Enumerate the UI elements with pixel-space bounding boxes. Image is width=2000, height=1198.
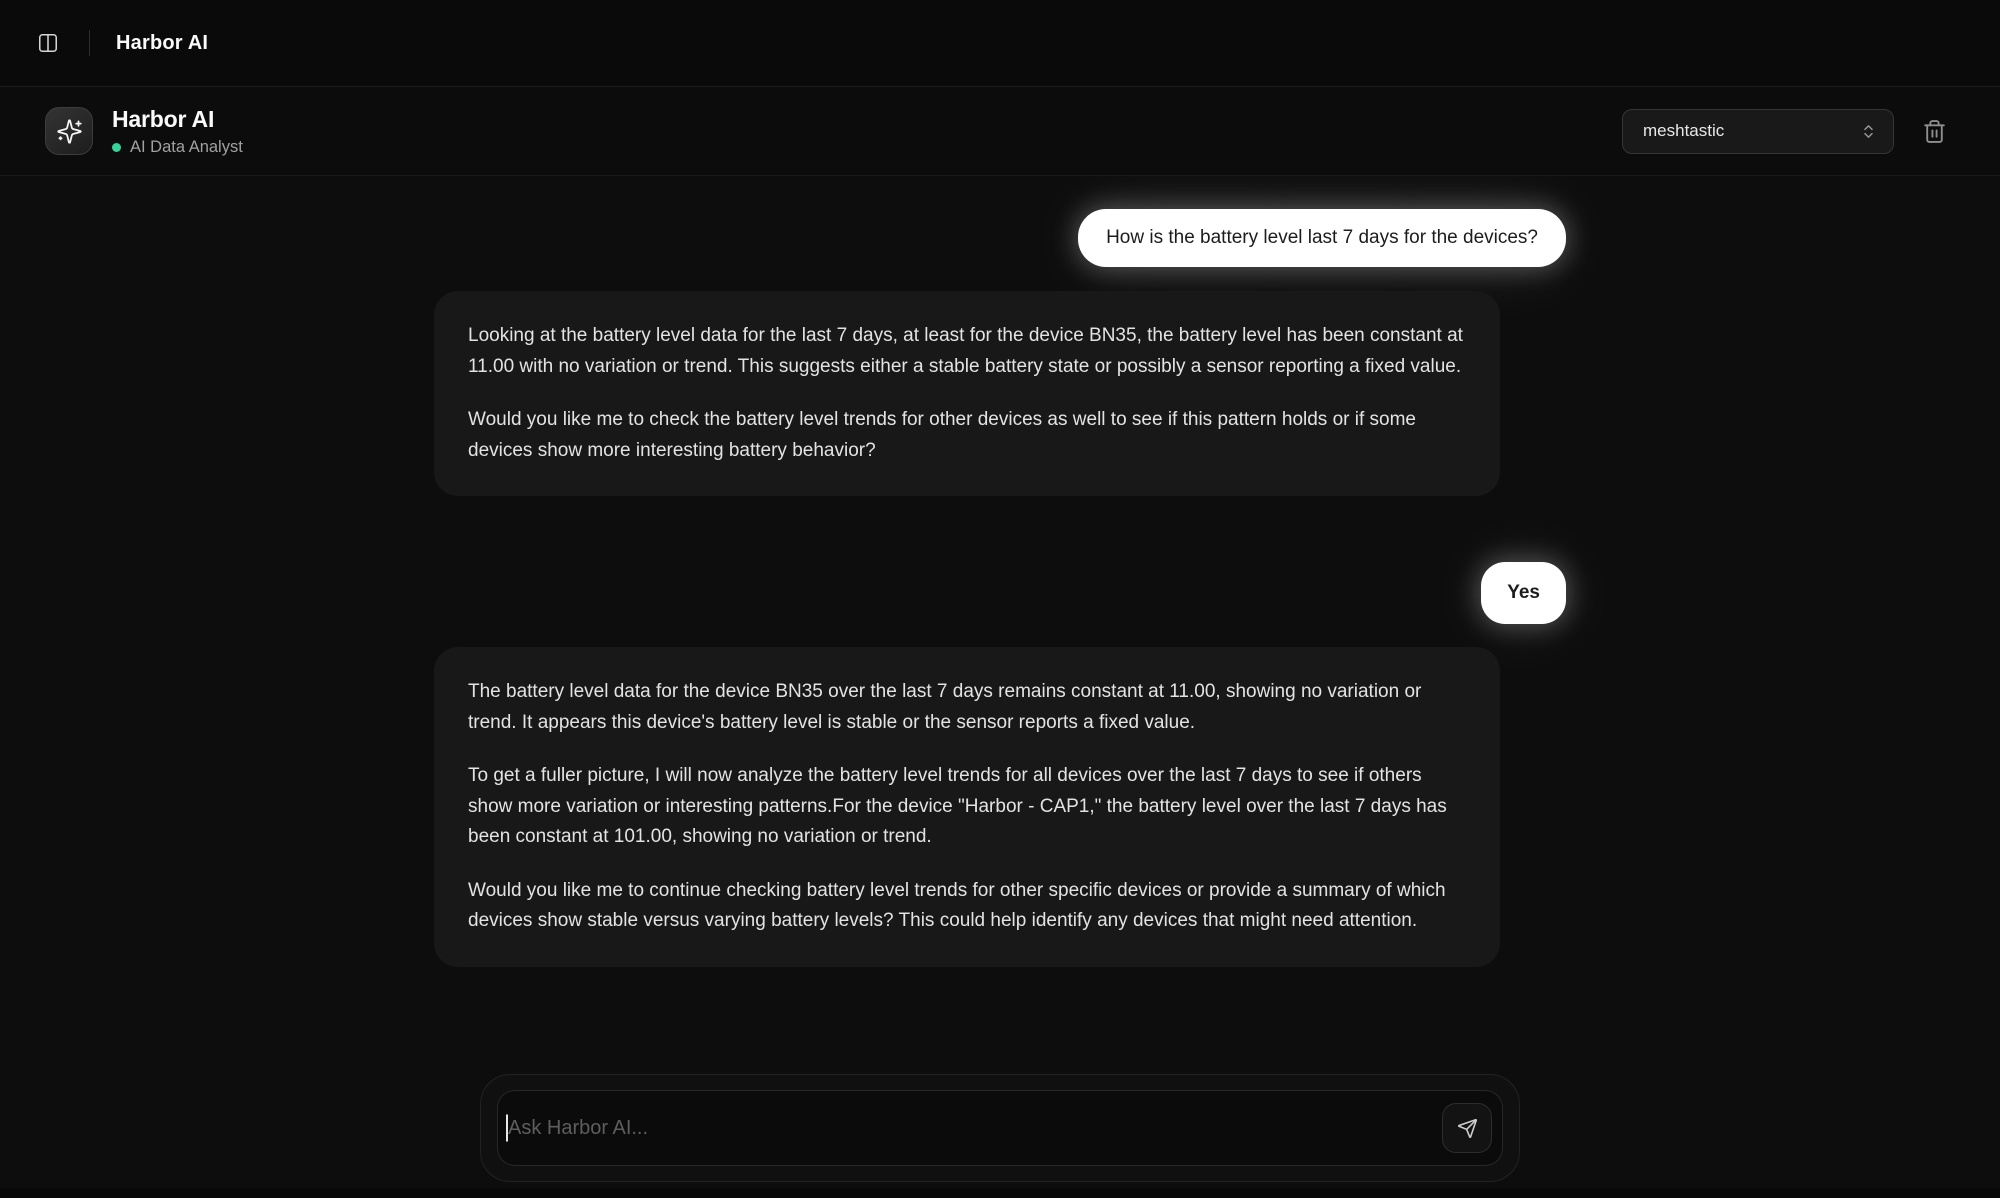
assistant-paragraph: To get a fuller picture, I will now analyze the battery level trends for all devices over the last 7 days to see if others show more variation or interesting patterns.For the device "Harbor - CAP1," the battery level over the last 7 days has been constant at 101.00, showing no variation or trend. xyxy=(468,765,1447,847)
sidebar-toggle-button[interactable] xyxy=(37,32,59,54)
assistant-identity xyxy=(112,106,243,157)
app-title: Harbor AI xyxy=(116,31,209,54)
chat-message-assistant xyxy=(434,291,1566,496)
composer xyxy=(480,1074,1520,1182)
composer-inner xyxy=(497,1090,1503,1166)
assistant-paragraph: Looking at the battery level data for the last 7 days, at least for the device BN35, the battery level has been constant at 11.00 with no variation or trend. This suggests either a stable battery state or possibly a sensor reporting a fixed value. xyxy=(468,325,1463,377)
assistant-name: Harbor AI xyxy=(112,105,215,132)
user-message-bubble: Yes xyxy=(1481,562,1566,624)
chat-input[interactable] xyxy=(498,1091,1502,1165)
chat-message-assistant xyxy=(434,647,1566,967)
chat-area xyxy=(0,176,2000,1074)
assistant-role-label: AI Data Analyst xyxy=(130,137,243,156)
assistant-paragraph: Would you like me to continue checking battery level trends for other specific devices or provide a summary of which devices show stable versus varying battery levels? This could help identify any devices that might need attention. xyxy=(468,879,1446,931)
online-status-dot xyxy=(112,143,121,152)
trash-icon xyxy=(1922,119,1947,144)
composer-area xyxy=(0,1074,2000,1198)
conversation-select[interactable] xyxy=(1622,109,1894,154)
chat-message-user xyxy=(434,562,1566,624)
assistant-message-bubble xyxy=(434,647,1500,967)
chevrons-up-down-icon xyxy=(1860,123,1877,140)
window-bottom-edge xyxy=(0,1188,2000,1198)
assistant-header xyxy=(0,87,2000,176)
send-button[interactable] xyxy=(1442,1103,1492,1153)
panel-columns-icon xyxy=(37,32,59,54)
delete-conversation-button[interactable] xyxy=(1922,119,1947,144)
message-list xyxy=(434,176,1566,1074)
send-icon xyxy=(1457,1118,1478,1139)
conversation-select-value: meshtastic xyxy=(1643,121,1725,140)
top-bar xyxy=(0,0,2000,87)
assistant-avatar xyxy=(45,107,93,155)
assistant-paragraph: Would you like me to check the battery level trends for other devices as well to see if this pattern holds or if some devices show more interesting battery behavior? xyxy=(468,409,1416,461)
user-message-bubble: How is the battery level last 7 days for the devices? xyxy=(1078,209,1566,267)
topbar-divider xyxy=(89,30,90,56)
text-cursor xyxy=(506,1115,508,1142)
assistant-status xyxy=(112,138,243,157)
assistant-paragraph: The battery level data for the device BN35 over the last 7 days remains constant at 11.00, showing no variation or trend. It appears this device's battery level is stable or the sensor reports a fixed value. xyxy=(468,681,1422,733)
assistant-message-bubble xyxy=(434,291,1500,496)
chat-message-user xyxy=(434,209,1566,267)
sparkles-icon xyxy=(56,118,83,145)
header-actions xyxy=(1622,109,1947,154)
